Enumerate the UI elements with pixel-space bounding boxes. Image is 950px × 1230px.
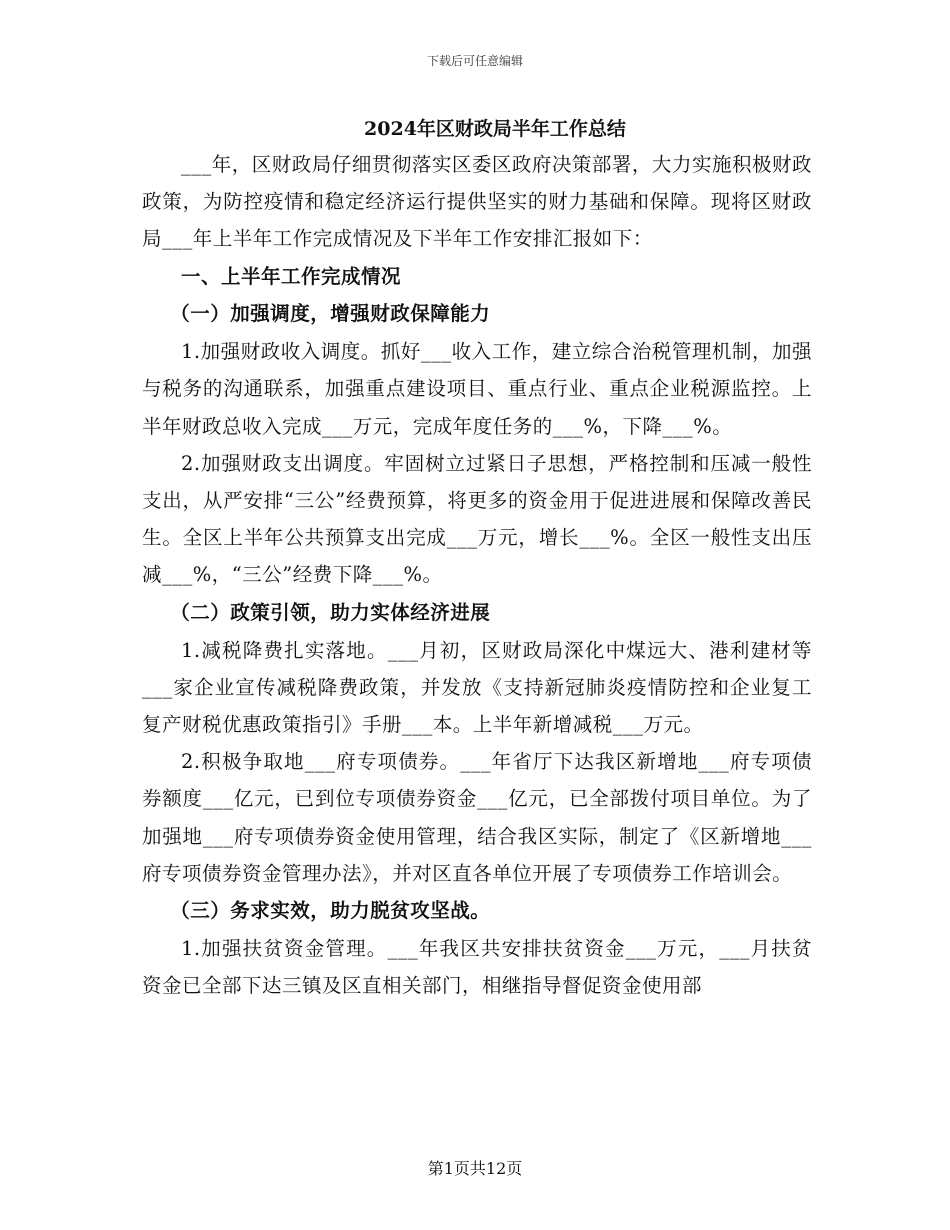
paragraph-1-1: 1.加强财政收入调度。抓好___收入工作，建立综合治税管理机制，加强与税务的沟通联系，加强重点建设项目、重点行业、重点企业税源监控。上半年财政总收入完成___万元，完成年度任务的___%，下降___%。 [142,340,812,438]
paragraph-3-1: 1.加强扶贫资金管理。___年我区共安排扶贫资金___万元，___月扶贫资金已全部下达三镇及区直相关部门，相继指导督促资金使用部 [142,936,812,998]
paragraph-2-2: 2.积极争取地___府专项债券。___年省厅下达我区新增地___府专项债券额度___亿元，已到位专项债券资金___亿元，已全部拨付项目单位。为了加强地___府专项债券资金使用管理，结合我区实际，制定了《区新增地___府专项债券资金管理办法》，并对区直各单位开展了专项债券工作培训会。 [142,750,812,885]
subsection-heading-1: （一）加强调度，增强财政保障能力 [170,302,491,326]
document-body [142,112,812,1004]
paragraph-1-2: 2.加强财政支出调度。牢固树立过紧日子思想，严格控制和压减一般性支出，从严安排“三公”经费预算，将更多的资金用于促进进展和保障改善民生。全区上半年公共预算支出完成___万元，增长___%。全区一般性支出压减___%，“三公”经费下降___%。 [142,451,812,587]
page-footer: 第1页共12页 [427,1159,523,1178]
subsection-heading-3: （三）务求实效，助力脱贫攻坚战。 [170,898,491,922]
paragraph-2-1: 1.减税降费扎实落地。___月初，区财政局深化中煤远大、港利建材等___家企业宣传减税降费政策，并发放《支持新冠肺炎疫情防控和企业复工复产财税优惠政策指引》手册___本。上半年新增减税___万元。 [142,638,812,736]
subsection-heading-2: （二）政策引领，助力实体经济进展 [170,600,491,624]
document-title: 2024年区财政局半年工作总结 [364,118,626,140]
header-note: 下载后可任意编辑 [426,54,523,68]
intro-paragraph: ___年，区财政局仔细贯彻落实区委区政府决策部署，大力实施积极财政政策，为防控疫情和稳定经济运行提供坚实的财力基础和保障。现将区财政局___年上半年工作完成情况及下半年工作安排汇报如下： [142,153,812,251]
section-heading-1: 一、上半年工作完成情况 [181,264,402,288]
